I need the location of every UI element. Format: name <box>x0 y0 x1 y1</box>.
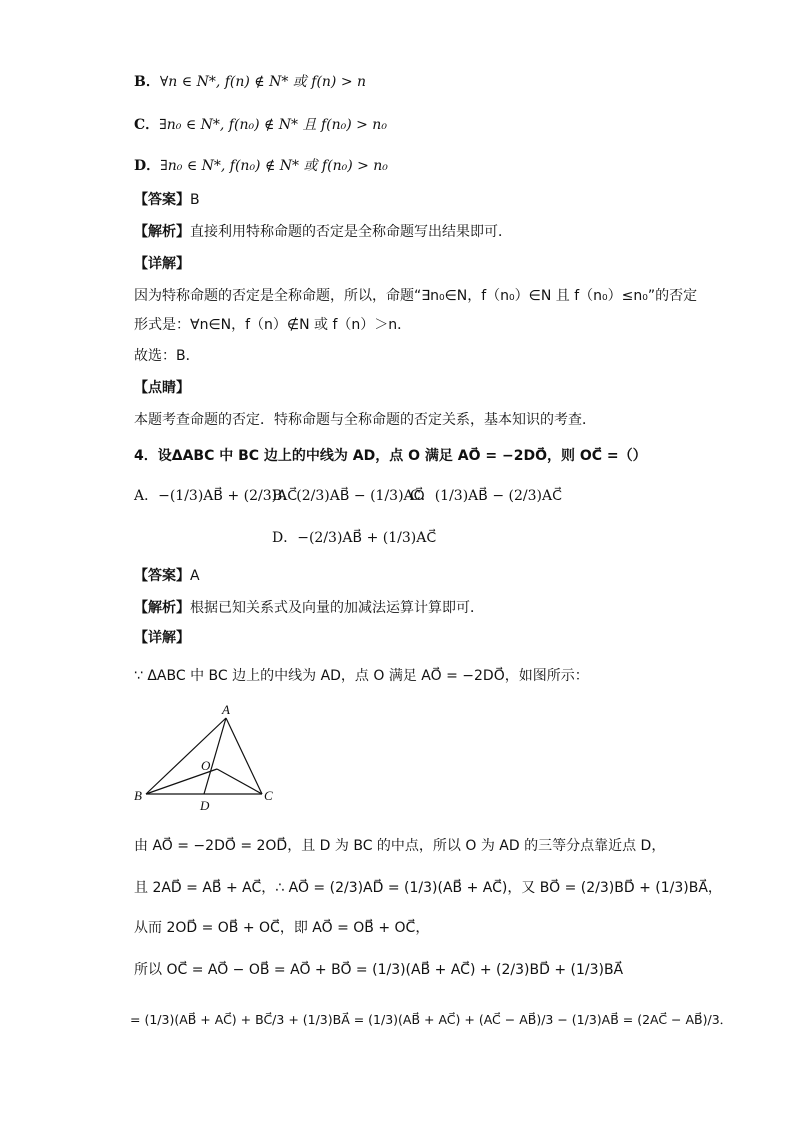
option-text: ∃n₀ ∈ N*, f(n₀) ∉ N* 且 f(n₀) > n₀ <box>159 117 387 133</box>
answer-tag: 【答案】 <box>134 192 190 208</box>
edge-ac <box>226 718 262 794</box>
q4-detail-intro: ∵ ΔABC 中 BC 边上的中线为 AD，点 O 满足 AO⃗ = −2DO⃗，如图所示： <box>134 668 589 684</box>
q3-detail-tag: 【详解】 <box>134 256 190 272</box>
q3-answer <box>134 190 200 210</box>
vertex-label-a: A <box>222 702 230 717</box>
q4-answer <box>134 566 200 586</box>
q4-step-1: 由 AO⃗ = −2DO⃗ = 2OD⃗，且 D 为 BC 的中点，所以 O 为 AD 的三等分点靠近点 D， <box>134 838 666 854</box>
q4-step-5: = (1/3)(AB⃗ + AC⃗) + BC⃗/3 + (1/3)BA⃗ = (1/3)(AB⃗ + AC⃗) + (AC⃗ − AB⃗)/3 − (1/3)AB⃗ = (2AC⃗ − AB⃗)/3． <box>130 1012 733 1027</box>
analysis-text: 根据已知关系式及向量的加减法运算计算即可． <box>190 600 484 616</box>
option-label: C． <box>134 117 160 133</box>
point-label-d: D <box>200 798 210 812</box>
q3-detail-line-2: 形式是：∀n∈N，f（n）∉N 或 f（n）＞n． <box>134 317 412 333</box>
q3-choose: 故选：B． <box>134 348 200 364</box>
median-ad <box>204 718 226 794</box>
triangle-figure <box>128 700 278 812</box>
q4-step-2: 且 2AD⃗ = AB⃗ + AC⃗，∴ AO⃗ = (2/3)AD⃗ = (1/3)(AB⃗ + AC⃗)，又 BO⃗ = (2/3)BD⃗ + (1/3)BA⃗， <box>134 880 722 896</box>
segment-oc <box>217 769 262 794</box>
option-c-line <box>134 115 387 135</box>
vertex-label-c: C <box>264 788 273 803</box>
q3-detail-line-1: 因为特称命题的否定是全称命题，所以，命题“∃n₀∈N，f（n₀）∈N 且 f（n₀）≤n₀”的否定 <box>134 288 698 304</box>
q3-comment: 本题考查命题的否定．特称命题与全称命题的否定关系，基本知识的考查． <box>134 412 596 428</box>
q4-analysis <box>134 598 484 618</box>
answer-value: A <box>190 568 200 584</box>
option-text: ∃n₀ ∈ N*, f(n₀) ∉ N* 或 f(n₀) > n₀ <box>160 158 388 174</box>
answer-value: B <box>190 192 200 208</box>
analysis-tag: 【解析】 <box>134 224 190 240</box>
q4-step-3: 从而 2OD⃗ = OB⃗ + OC⃗，即 AO⃗ = OB⃗ + OC⃗， <box>134 920 430 936</box>
q4-stem: 4．设ΔABC 中 BC 边上的中线为 AD，点 O 满足 AO⃗ = −2DO⃗，则 OC⃗ =（） <box>134 448 647 464</box>
point-label-o: O <box>201 758 211 773</box>
analysis-tag: 【解析】 <box>134 600 190 616</box>
option-label: D． <box>134 158 161 174</box>
option-d-line <box>134 156 388 176</box>
option-text: ∀n ∈ N*, f(n) ∉ N* 或 f(n) > n <box>159 74 367 90</box>
q3-analysis <box>134 222 512 242</box>
vertex-label-b: B <box>134 788 142 803</box>
q4-option-c: C．(1/3)AB⃗ − (2/3)AC⃗ <box>410 488 562 504</box>
option-label: B． <box>134 74 160 90</box>
option-b-line <box>134 72 366 92</box>
q4-detail-tag: 【详解】 <box>134 630 190 646</box>
edge-ab <box>146 718 226 794</box>
q3-comment-tag: 【点睛】 <box>134 380 190 396</box>
q4-option-b: B．(2/3)AB⃗ − (1/3)AO⃗ <box>272 488 425 504</box>
q4-option-d: D．−(2/3)AB⃗ + (1/3)AC⃗ <box>272 530 437 546</box>
q4-option-a: A．−(1/3)AB⃗ + (2/3)AC⃗ <box>134 488 297 504</box>
q4-step-4: 所以 OC⃗ = AO⃗ − OB⃗ = AO⃗ + BO⃗ = (1/3)(AB⃗ + AC⃗) + (2/3)BD⃗ + (1/3)BA⃗ <box>134 962 624 978</box>
analysis-text: 直接利用特称命题的否定是全称命题写出结果即可． <box>190 224 512 240</box>
answer-tag: 【答案】 <box>134 568 190 584</box>
